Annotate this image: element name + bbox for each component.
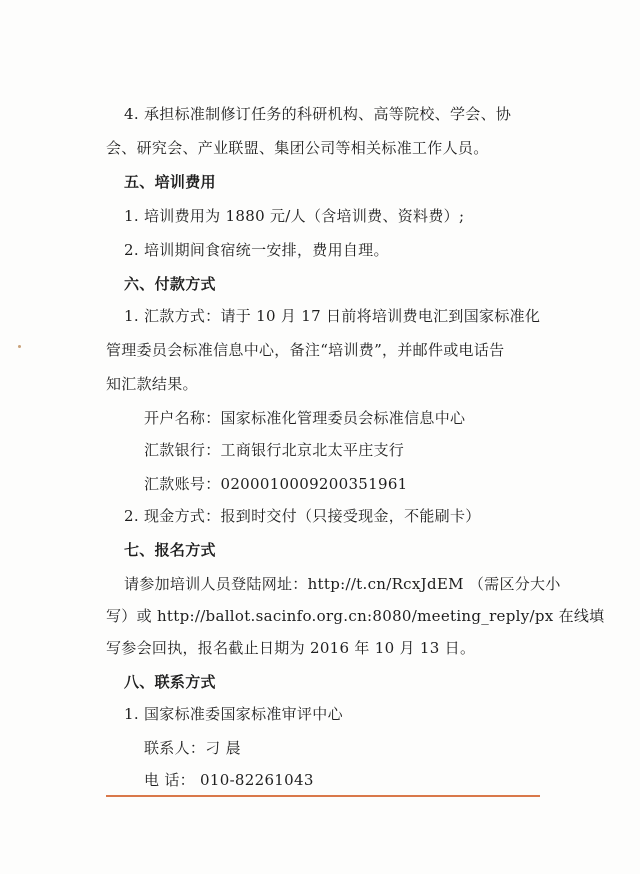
registration-line-1: 请参加培训人员登陆网址：http://t.cn/RcxJdEM （需区分大小 — [124, 575, 561, 593]
remit-bank: 汇款银行：工商银行北京北太平庄支行 — [144, 441, 405, 459]
section-8-heading: 八、联系方式 — [124, 673, 216, 691]
payment-item-2: 2. 现金方式：报到时交付（只接受现金，不能刷卡） — [124, 507, 481, 525]
section-6-heading: 六、付款方式 — [124, 275, 216, 293]
payment-item-1-line-3: 知汇款结果。 — [106, 375, 198, 393]
registration-line-3: 写参会回执，报名截止日期为 2016 年 10 月 13 日。 — [106, 639, 476, 657]
footer-divider — [106, 795, 540, 797]
section-7-heading: 七、报名方式 — [124, 541, 216, 559]
contact-person: 联系人：刁 晨 — [144, 739, 241, 757]
contact-phone: 电 话： 010-82261043 — [144, 771, 314, 789]
payment-item-1-line-1: 1. 汇款方式：请于 10 月 17 日前将培训费电汇到国家标准化 — [124, 307, 541, 325]
account-number: 汇款账号：0200010009200351961 — [144, 475, 408, 493]
paragraph-4-line-2: 会、研究会、产业联盟、集团公司等相关标准工作人员。 — [106, 139, 489, 157]
registration-line-2: 写）或 http://ballot.sacinfo.org.cn:8080/meeting_reply/px 在线填 — [106, 607, 605, 625]
fee-item-2: 2. 培训期间食宿统一安排，费用自理。 — [124, 241, 389, 259]
contact-item-1: 1. 国家标准委国家标准审评中心 — [124, 705, 343, 723]
paragraph-4-line-1: 4. 承担标准制修订任务的科研机构、高等院校、学会、协 — [124, 105, 512, 123]
payment-item-1-line-2: 管理委员会标准信息中心，备注“培训费”，并邮件或电话告 — [106, 341, 505, 359]
fee-item-1: 1. 培训费用为 1880 元/人（含培训费、资料费）; — [124, 207, 465, 225]
account-name: 开户名称：国家标准化管理委员会标准信息中心 — [144, 409, 466, 427]
scan-speck — [18, 345, 21, 348]
section-5-heading: 五、培训费用 — [124, 173, 216, 191]
